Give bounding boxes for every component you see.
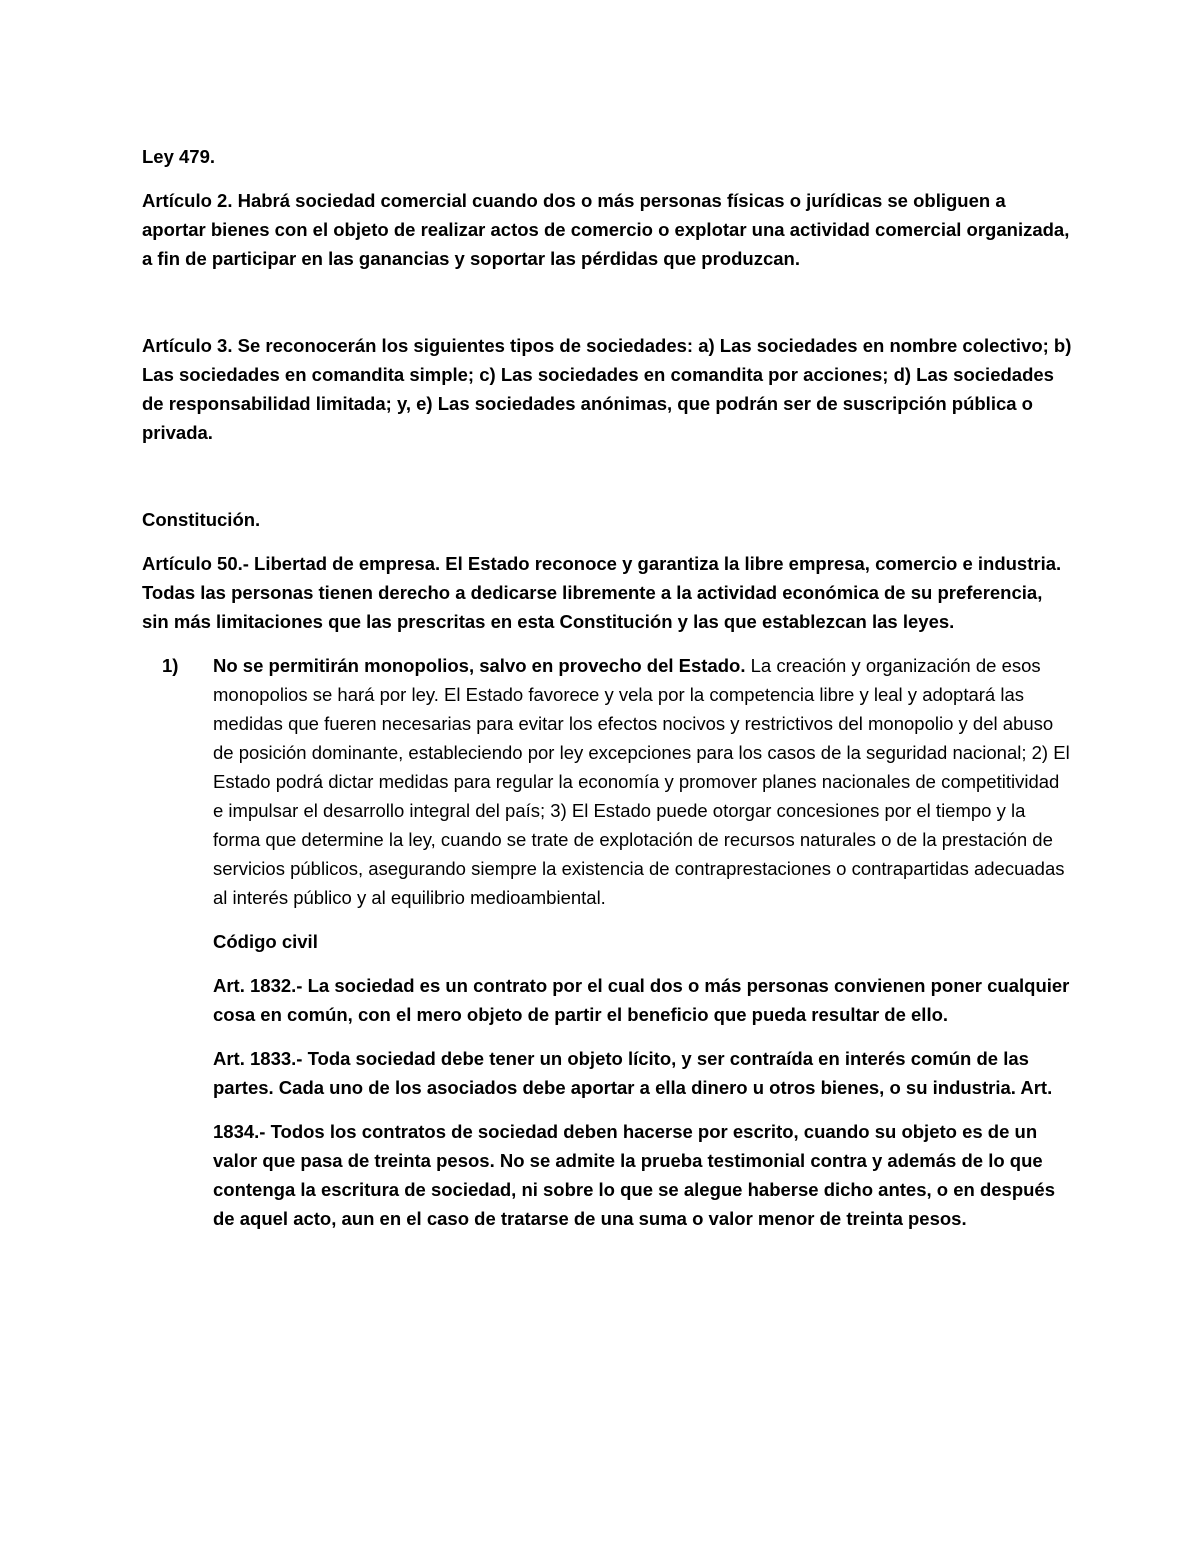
constitucion-heading: Constitución. bbox=[142, 509, 261, 530]
ley-articulo-2: Artículo 2. Habrá sociedad comercial cuando dos o más personas físicas o jurídicas se obliguen a aportar bienes con el objeto de realizar actos de comercio o explotar una actividad comercial organizada, a fin de participar en las ganancias y soportar las pérdidas que produzcan. bbox=[142, 190, 1070, 269]
codigo-civil-art-1833: Art. 1833.- Toda sociedad debe tener un objeto lícito, y ser contraída en interés común de las partes. Cada uno de los asociados debe aportar a ella dinero u otros bienes, o su industria. Art. bbox=[213, 1048, 1053, 1098]
constitucion-list-item bbox=[142, 651, 1072, 912]
codigo-civil-art-1834: 1834.- Todos los contratos de sociedad deben hacerse por escrito, cuando su objeto es de un valor que pasa de treinta pesos. No se admite la prueba testimonial contra y además de lo que contenga la escritura de sociedad, ni sobre lo que se alegue haberse dicho antes, o en después de aquel acto, aun en el caso de tratarse de una suma o valor menor de treinta pesos. bbox=[213, 1121, 1056, 1229]
list-item-number: 1) bbox=[162, 655, 179, 676]
list-item-body-text: La creación y organización de esos monopolios se hará por ley. El Estado favorece y vela por la competencia libre y leal y adoptará las medidas que fueren necesarias para evitar los efectos nocivos y restrictivos del monopolio y del abuso de posición dominante, estableciendo por ley excepciones para los casos de la seguridad nacional; 2) El Estado podrá dictar medidas para regular la economía y promover planes nacionales de competitividad e impulsar el desarrollo integral del país; 3) El Estado puede otorgar concesiones por el tiempo y la forma que determine la ley, cuando se trate de explotación de recursos naturales o de la prestación de servicios públicos, asegurando siempre la existencia de contraprestaciones o contrapartidas adecuadas al interés público y al equilibrio medioambiental. bbox=[213, 655, 1070, 908]
list-item-bold-text: No se permitirán monopolios, salvo en provecho del Estado. bbox=[213, 655, 746, 676]
codigo-civil-heading: Código civil bbox=[213, 931, 318, 952]
ley-heading: Ley 479. bbox=[142, 146, 216, 167]
ley-articulo-3: Artículo 3. Se reconocerán los siguientes tipos de sociedades: a) Las sociedades en nombre colectivo; b) Las sociedades en comandita simple; c) Las sociedades en comandita por acciones; d) Las sociedades de responsabilidad limitada; y, e) Las sociedades anónimas, que podrán ser de suscripción pública o privada. bbox=[142, 335, 1072, 443]
codigo-civil-section bbox=[142, 927, 1072, 1233]
list-item-text bbox=[213, 651, 1072, 912]
codigo-civil-art-1832: Art. 1832.- La sociedad es un contrato por el cual dos o más personas convienen poner cualquier cosa en común, con el mero objeto de partir el beneficio que pueda resultar de ello. bbox=[213, 975, 1070, 1025]
constitucion-articulo-50: Artículo 50.- Libertad de empresa. El Estado reconoce y garantiza la libre empresa, comercio e industria. Todas las personas tienen derecho a dedicarse libremente a la actividad económica de su preferencia, sin más limitaciones que las prescritas en esta Constitución y las que establezcan las leyes. bbox=[142, 553, 1062, 632]
document-page bbox=[142, 142, 1072, 1248]
